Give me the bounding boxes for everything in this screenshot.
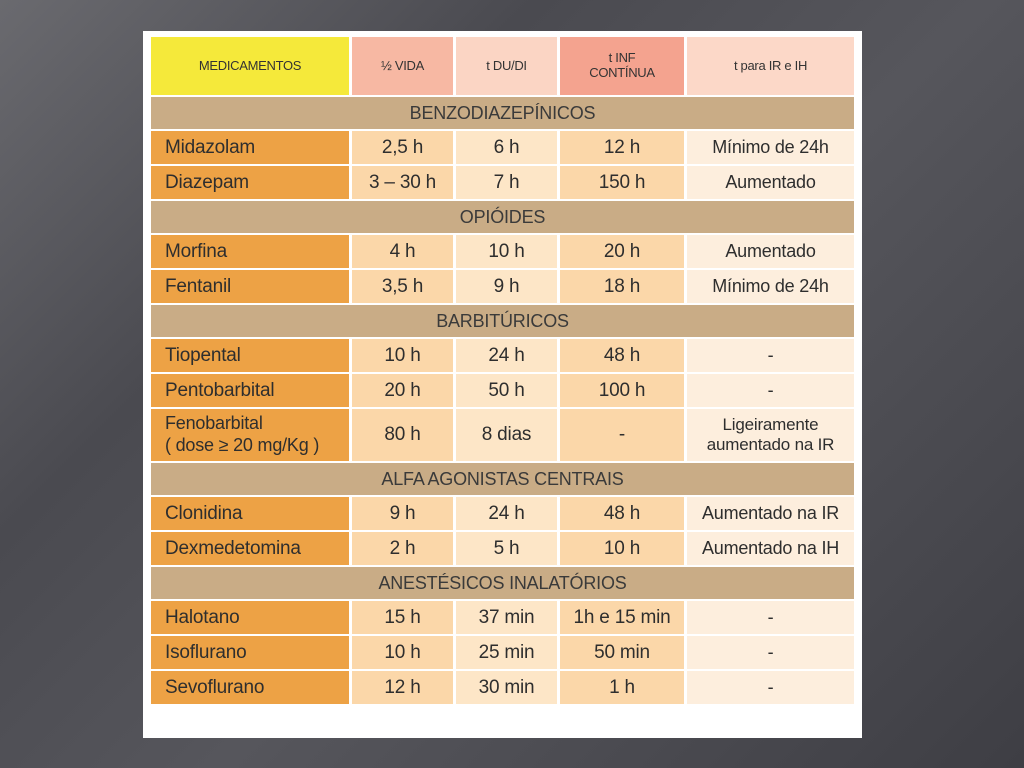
t-ir-ih-cell: - xyxy=(687,374,854,407)
drug-name: Midazolam xyxy=(151,131,352,164)
t-ir-ih-cell: Aumentado na IR xyxy=(687,497,854,530)
meia-vida-cell: 12 h xyxy=(352,671,456,704)
section-header xyxy=(151,567,854,599)
meia-vida-cell: 10 h xyxy=(352,339,456,372)
t-ir-ih-line1: Ligeiramente xyxy=(722,414,819,434)
t-du-di-cell: 8 dias xyxy=(456,409,560,461)
meia-vida-cell: 15 h xyxy=(352,601,456,634)
table-header-row xyxy=(151,37,854,95)
t-ir-ih-cell: - xyxy=(687,601,854,634)
t-inf-cell: 50 min xyxy=(560,636,687,669)
table-image xyxy=(143,31,862,738)
t-inf-cell: 20 h xyxy=(560,235,687,268)
table-row xyxy=(151,131,854,164)
table-row xyxy=(151,270,854,303)
t-inf-cell: 150 h xyxy=(560,166,687,199)
t-ir-ih-cell: Aumentado na IH xyxy=(687,532,854,565)
t-inf-cell: 100 h xyxy=(560,374,687,407)
header-medicamentos: MEDICAMENTOS xyxy=(151,37,352,95)
meia-vida-cell: 2,5 h xyxy=(352,131,456,164)
t-inf-cell: 18 h xyxy=(560,270,687,303)
drug-name xyxy=(151,409,352,461)
meia-vida-cell: 4 h xyxy=(352,235,456,268)
table-row xyxy=(151,601,854,634)
t-du-di-cell: 6 h xyxy=(456,131,560,164)
pharmacokinetics-table xyxy=(151,35,854,706)
t-ir-ih-cell xyxy=(687,409,854,461)
section-header xyxy=(151,201,854,233)
drug-name: Pentobarbital xyxy=(151,374,352,407)
drug-name: Sevoflurano xyxy=(151,671,352,704)
table-row xyxy=(151,166,854,199)
t-du-di-cell: 25 min xyxy=(456,636,560,669)
meia-vida-cell: 3 – 30 h xyxy=(352,166,456,199)
t-ir-ih-cell: Aumentado xyxy=(687,166,854,199)
section-title: ALFA AGONISTAS CENTRAIS xyxy=(151,463,854,495)
header-t-ir-ih: t para IR e IH xyxy=(687,37,854,95)
table-row xyxy=(151,339,854,372)
section-title: BENZODIAZEPÍNICOS xyxy=(151,97,854,129)
t-inf-cell: 10 h xyxy=(560,532,687,565)
t-ir-ih-line2: aumentado na IR xyxy=(706,435,835,454)
table-row xyxy=(151,235,854,268)
meia-vida-cell: 20 h xyxy=(352,374,456,407)
t-du-di-cell: 10 h xyxy=(456,235,560,268)
drug-name: Morfina xyxy=(151,235,352,268)
header-t-du-di: t DU/DI xyxy=(456,37,560,95)
t-ir-ih-cell: Aumentado xyxy=(687,235,854,268)
t-ir-ih-cell: - xyxy=(687,636,854,669)
section-title: BARBITÚRICOS xyxy=(151,305,854,337)
drug-name-line1: Fenobarbital xyxy=(165,413,263,434)
meia-vida-cell: 9 h xyxy=(352,497,456,530)
drug-name: Clonidina xyxy=(151,497,352,530)
t-inf-cell: 1 h xyxy=(560,671,687,704)
t-du-di-cell: 24 h xyxy=(456,339,560,372)
table-row xyxy=(151,532,854,565)
drug-name: Halotano xyxy=(151,601,352,634)
t-inf-cell: 48 h xyxy=(560,339,687,372)
t-du-di-cell: 7 h xyxy=(456,166,560,199)
section-title: OPIÓIDES xyxy=(151,201,854,233)
t-ir-ih-cell: Mínimo de 24h xyxy=(687,270,854,303)
drug-name: Dexmedetomina xyxy=(151,532,352,565)
drug-name: Isoflurano xyxy=(151,636,352,669)
t-du-di-cell: 24 h xyxy=(456,497,560,530)
meia-vida-cell: 2 h xyxy=(352,532,456,565)
meia-vida-cell: 3,5 h xyxy=(352,270,456,303)
header-t-inf-continua xyxy=(560,37,687,95)
t-du-di-cell: 50 h xyxy=(456,374,560,407)
table-row xyxy=(151,636,854,669)
t-du-di-cell: 37 min xyxy=(456,601,560,634)
header-t-inf-line2: CONTÍNUA xyxy=(589,65,655,80)
drug-name: Diazepam xyxy=(151,166,352,199)
t-inf-cell: - xyxy=(560,409,687,461)
section-header xyxy=(151,97,854,129)
drug-name: Fentanil xyxy=(151,270,352,303)
section-header xyxy=(151,463,854,495)
t-ir-ih-cell: Mínimo de 24h xyxy=(687,131,854,164)
table-row xyxy=(151,671,854,704)
t-du-di-cell: 5 h xyxy=(456,532,560,565)
t-du-di-cell: 9 h xyxy=(456,270,560,303)
table-row xyxy=(151,374,854,407)
header-meia-vida: ½ VIDA xyxy=(352,37,456,95)
drug-name: Tiopental xyxy=(151,339,352,372)
t-inf-cell: 48 h xyxy=(560,497,687,530)
table-row xyxy=(151,409,854,461)
header-t-inf-line1: t INF xyxy=(608,50,636,66)
drug-name-line2: ( dose ≥ 20 mg/Kg ) xyxy=(165,435,320,455)
t-ir-ih-cell: - xyxy=(687,671,854,704)
section-title: ANESTÉSICOS INALATÓRIOS xyxy=(151,567,854,599)
meia-vida-cell: 10 h xyxy=(352,636,456,669)
meia-vida-cell: 80 h xyxy=(352,409,456,461)
t-inf-cell: 1h e 15 min xyxy=(560,601,687,634)
t-ir-ih-cell: - xyxy=(687,339,854,372)
t-inf-cell: 12 h xyxy=(560,131,687,164)
table-row xyxy=(151,497,854,530)
t-du-di-cell: 30 min xyxy=(456,671,560,704)
section-header xyxy=(151,305,854,337)
